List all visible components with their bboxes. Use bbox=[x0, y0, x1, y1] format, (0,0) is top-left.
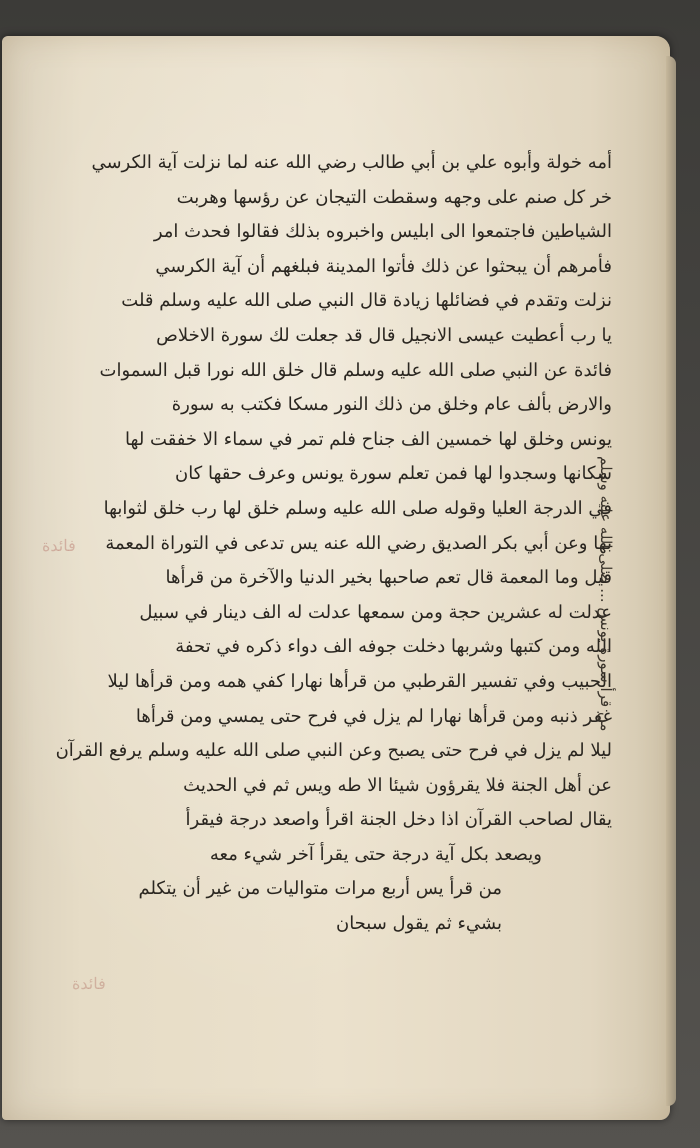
text-line: الحبيب وفي تفسير القرطبي من قرأها نهارا كفي همه ومن قرأها ليلا bbox=[107, 670, 612, 692]
text-line: أمه خولة وأبوه علي بن أبي طالب رضي الله عنه لما نزلت آية الكرسي bbox=[91, 152, 612, 173]
text-line: يقال لصاحب القرآن اذا دخل الجنة اقرأ واصعد درجة فيقرأ bbox=[185, 809, 612, 831]
text-line: ويصعد بكل آية درجة حتى يقرأ آخر شيء معه bbox=[209, 843, 542, 865]
main-text-block bbox=[47, 146, 612, 942]
margin-annotation-text: من قرأ سورة يونس ... صلى الله عليه وسلم bbox=[597, 456, 615, 732]
text-line: سكانها وسجدوا لها فمن تعلم سورة يونس وعرف حقها كان bbox=[174, 463, 612, 485]
text-line: الشياطين فاجتمعوا الى ابليس واخبروه بذلك فقالوا فحدث امر bbox=[153, 221, 612, 243]
text-line: نزلت وتقدم في فضائلها زيادة قال النبي صلى الله عليه وسلم قلت bbox=[121, 290, 612, 312]
text-line: الله ومن كتبها وشربها دخلت جوفه الف دواء ذكره في تحفة bbox=[175, 636, 612, 658]
text-line: يا رب أعطيت عيسى الانجيل قال قد جعلت لك سورة الاخلاص bbox=[156, 324, 612, 346]
manuscript-page bbox=[2, 36, 670, 1120]
text-line: فأمرهم أن يبحثوا عن ذلك فأتوا المدينة فبلغهم أن آية الكرسي bbox=[155, 255, 612, 277]
margin-annotation bbox=[587, 456, 627, 916]
faint-rubric-2: فائدة bbox=[72, 974, 106, 993]
text-line: غفر ذنبه ومن قرأها نهارا لم يزل في فرح حتى يمسي ومن قرأها bbox=[135, 705, 612, 727]
text-line: بها وعن أبي بكر الصديق رضي الله عنه يس تدعى في التوراة المعمة bbox=[105, 532, 612, 554]
text-line: ليلا لم يزل في فرح حتى يصبح وعن النبي صلى الله عليه وسلم يرفع القرآن bbox=[55, 740, 612, 762]
text-line: قيل وما المعمة قال تعم صاحبها بخير الدنيا والآخرة من قرأها bbox=[165, 567, 612, 589]
text-line: بشيء ثم يقول سبحان bbox=[335, 913, 502, 935]
text-line: فائدة عن النبي صلى الله عليه وسلم قال خلق الله نورا قبل السموات bbox=[99, 359, 612, 381]
page-edge bbox=[666, 56, 676, 1106]
text-line: عن أهل الجنة فلا يقرؤون شيئا الا طه ويس ثم في الحديث bbox=[183, 774, 612, 796]
text-line: في الدرجة العليا وقوله صلى الله عليه وسلم خلق لها رب خلق لثوابها bbox=[103, 497, 612, 519]
text-line: خر كل صنم على وجهه وسقطت التيجان عن رؤسها وهربت bbox=[176, 186, 612, 208]
text-line: يونس وخلق لها خمسين الف جناح فلم تمر في سماء الا خفقت لها bbox=[125, 428, 612, 450]
text-line: والارض بألف عام وخلق من ذلك النور مسكا فكتب به سورة bbox=[171, 394, 612, 416]
text-line: من قرأ يس أربع مرات متواليات من غير أن يتكلم bbox=[138, 878, 502, 900]
faint-rubric-1: فائدة bbox=[42, 536, 76, 555]
text-line: عدلت له عشرين حجة ومن سمعها عدلت له الف دينار في سبيل bbox=[139, 601, 612, 623]
